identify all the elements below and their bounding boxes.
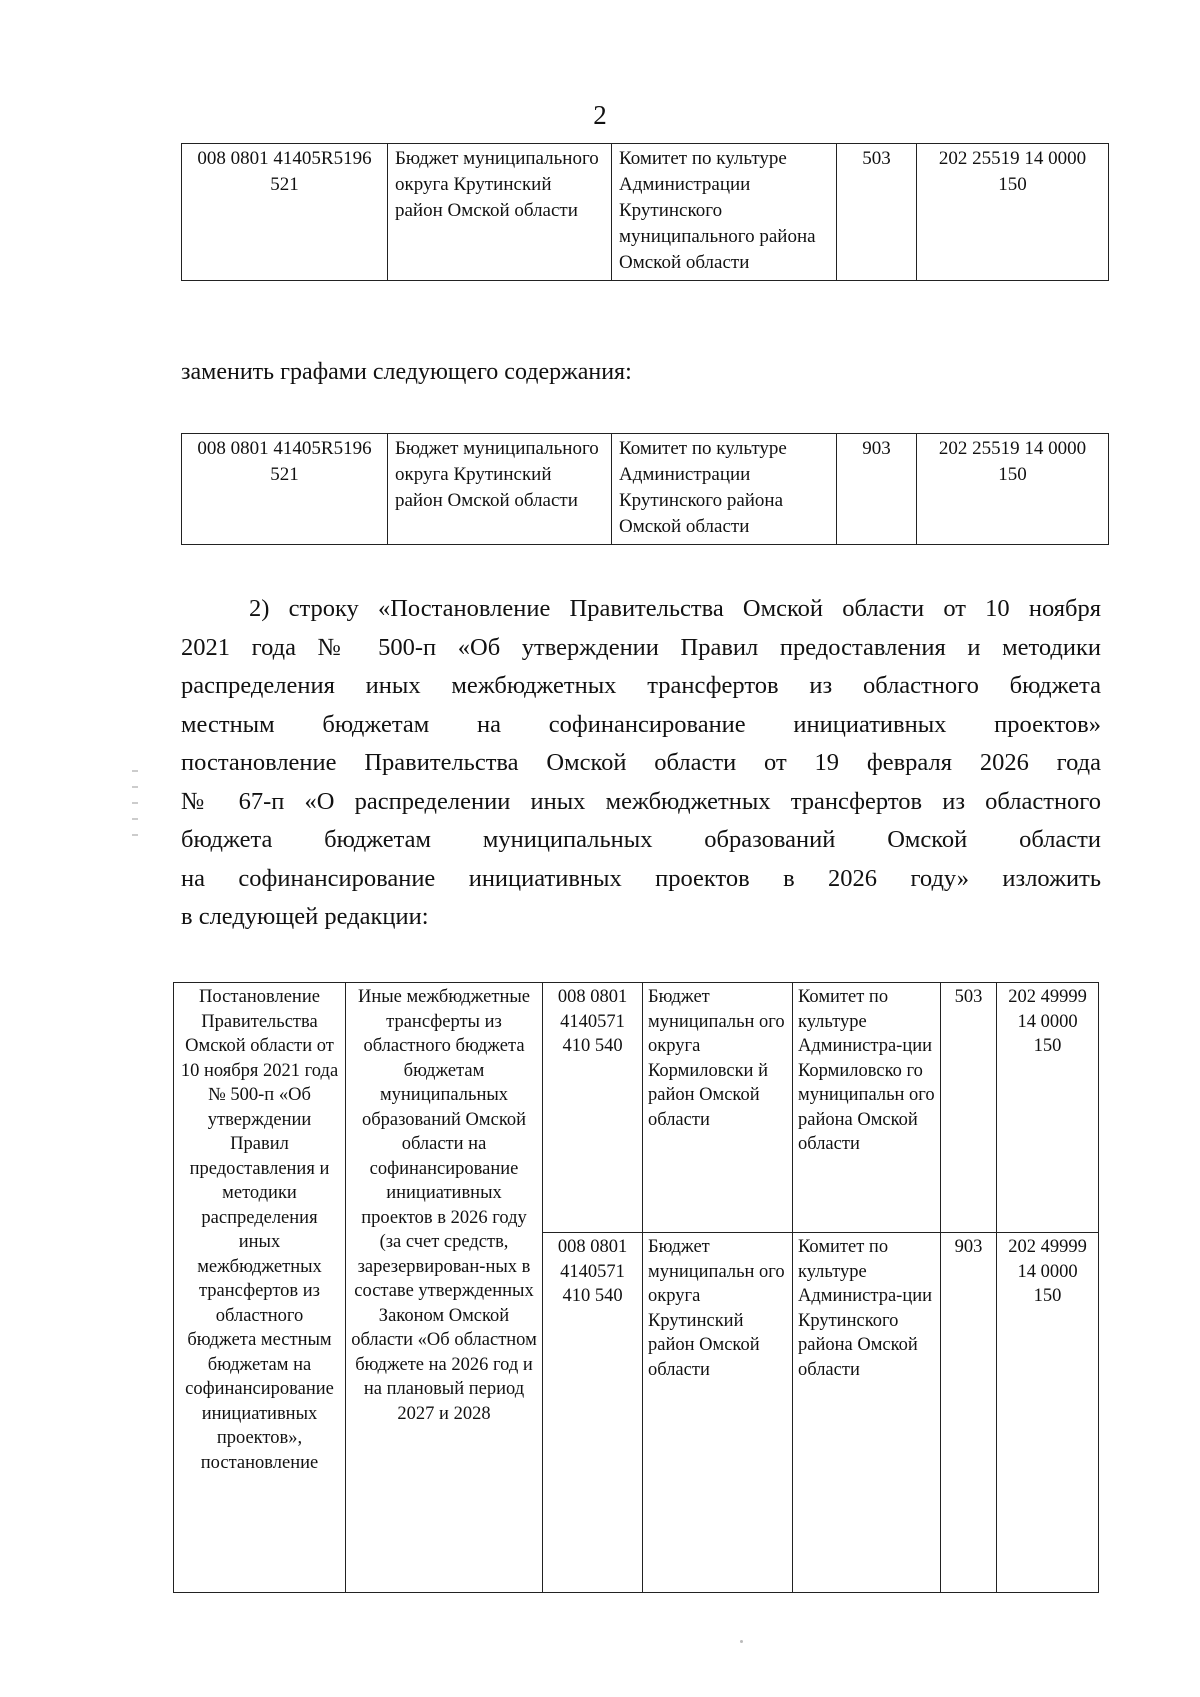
table-new-edition — [173, 982, 1099, 1593]
page-number: 2 — [593, 100, 607, 130]
administrator-cell: Комитет по культуре Администра-ции Крутинского района Омской области — [793, 1233, 941, 1593]
budget-cell: Бюджет муниципальн ого округа Крутинский район Омской области — [643, 1233, 793, 1593]
table-row — [182, 434, 1109, 545]
income-code-cell: 202 49999 14 0000 150 — [997, 1233, 1099, 1593]
kbk-code-cell: 008 0801 41405R5196 521 — [182, 144, 388, 281]
paragraph-line: постановление Правительства Омской области от 19 февраля 2026 года — [181, 749, 1101, 776]
kbk-code-cell: 008 0801 4140571 410 540 — [543, 983, 643, 1233]
administrator-cell: Комитет по культуре Администрации Крутинского муниципального района Омской области — [612, 144, 837, 281]
kbk-code-cell: 008 0801 4140571 410 540 — [543, 1233, 643, 1593]
admin-code-cell: 503 — [837, 144, 917, 281]
paragraph-line: на софинансирование инициативных проектов в 2026 году» изложить — [181, 864, 1101, 892]
paragraph-line: № 67-п «О распределении иных межбюджетных трансфертов из областного — [181, 787, 1101, 815]
administrator-cell: Комитет по культуре Администрации Крутинского района Омской области — [612, 434, 837, 545]
scan-margin-marks — [132, 770, 142, 880]
income-code-cell: 202 25519 14 0000 150 — [917, 144, 1109, 281]
amendment-paragraph — [181, 590, 1101, 937]
admin-code-cell: 503 — [941, 983, 997, 1233]
paragraph-line: 2021 года № 500-п «Об утверждении Правил предоставления и методики — [181, 633, 1101, 661]
paragraph-line: в следующей редакции: — [181, 903, 429, 930]
budget-cell: Бюджет муниципального округа Крутинский район Омской области — [388, 144, 612, 281]
table-original-rows — [181, 143, 1109, 281]
administrator-cell: Комитет по культуре Администра-ции Кормиловско го муниципальн ого района Омской области — [793, 983, 941, 1233]
transfer-name-cell: Иные межбюджетные трансферты из областного бюджета бюджетам муниципальных образований Омской области на софинансирование инициативных проектов в 2026 году (за счет средств, зарезервирован-ных в составе утвержденных Законом Омской области «Об областном бюджете на 2026 год и на плановый период 2027 и 2028 — [346, 983, 543, 1593]
paragraph-line: 2) строку «Постановление Правительства Омской области от 10 ноября — [249, 595, 1101, 622]
paragraph-line: бюджета бюджетам муниципальных образований Омской области — [181, 826, 1101, 853]
kbk-code-cell: 008 0801 41405R5196 521 — [182, 434, 388, 545]
budget-cell: Бюджет муниципального округа Крутинский район Омской области — [388, 434, 612, 545]
replace-instruction: заменить графами следующего содержания: — [181, 359, 632, 385]
admin-code-cell: 903 — [837, 434, 917, 545]
scan-speck — [740, 1640, 743, 1643]
admin-code-cell: 903 — [941, 1233, 997, 1593]
income-code-cell: 202 49999 14 0000 150 — [997, 983, 1099, 1233]
table-replacement-rows — [181, 433, 1109, 545]
income-code-cell: 202 25519 14 0000 150 — [917, 434, 1109, 545]
table-row — [174, 983, 1099, 1233]
paragraph-line: местным бюджетам на софинансирование инициативных проектов» — [181, 710, 1101, 738]
budget-cell: Бюджет муниципальн ого округа Кормиловски й район Омской области — [643, 983, 793, 1233]
table-row — [182, 144, 1109, 281]
document-name-cell: Постановление Правительства Омской области от 10 ноября 2021 года № 500-п «Об утверждении Правил предоставления и методики распределения иных межбюджетных трансфертов из областного бюджета местным бюджетам на софинансирование инициативных проектов», постановление — [174, 983, 346, 1593]
paragraph-line: распределения иных межбюджетных трансфертов из областного бюджета — [181, 672, 1101, 699]
